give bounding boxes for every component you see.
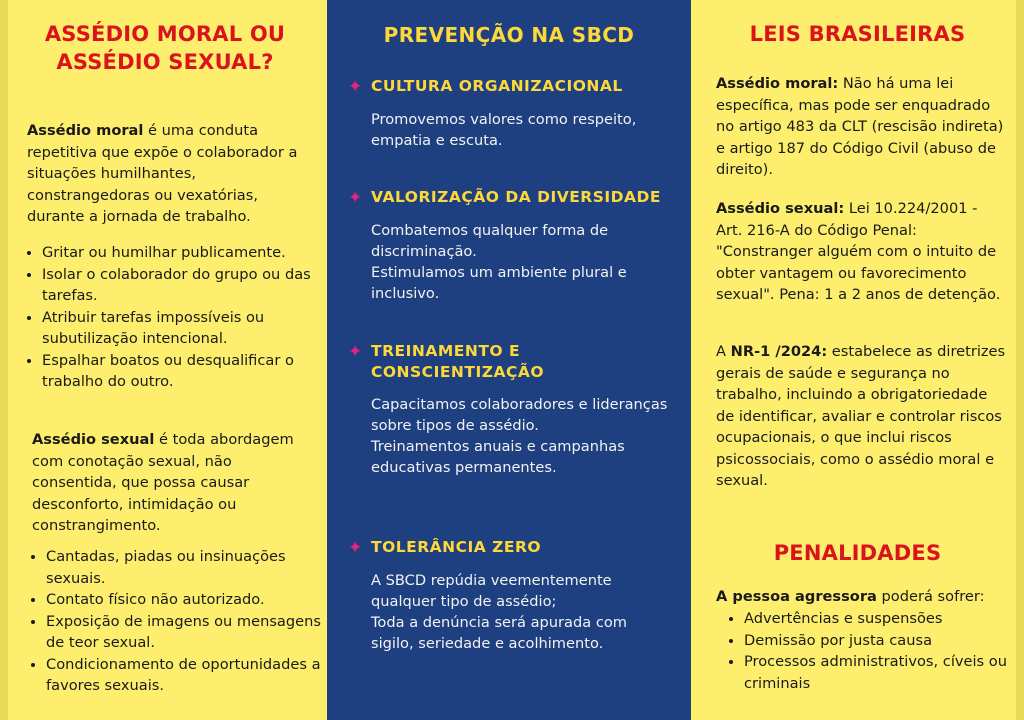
- right-panel-title: LEIS BRASILEIRAS: [749, 22, 966, 46]
- law-moral-harassment: [716, 73, 1008, 181]
- law-nr1-text: estabelece as diretrizes gerais de saúde e segurança no trabalho, incluindo a obrigatoriedade de identificar, avaliar e controlar riscos ocupacionais, o que inclui riscos psicossociais, como o assédio moral e sexual.: [716, 343, 1006, 489]
- middle-panel-title: PREVENÇÃO NA SBCD: [383, 23, 635, 47]
- sexual-harassment-definition: [32, 429, 317, 537]
- list-item: • Espalhar boatos ou desqualificar o trabalho do outro.: [42, 350, 332, 393]
- prevention-item-title: TREINAMENTO E CONSCIENTIZAÇÃO: [371, 342, 545, 381]
- list-item: • Isolar o colaborador do grupo ou das tarefas.: [42, 264, 332, 307]
- list-item: • Processos administrativos, cíveis ou criminais: [744, 651, 1024, 694]
- prevention-item-zero-tolerance: [348, 537, 671, 654]
- law-nr1-prefix: A: [716, 343, 731, 360]
- moral-harassment-examples: [22, 242, 332, 393]
- prevention-item-text: Capacitamos colaboradores e lideranças sobre tipos de assédio. Treinamentos anuais e campanhas educativas permanentes.: [371, 396, 668, 476]
- left-panel: [0, 0, 327, 720]
- sparkle-icon: ✦: [348, 77, 363, 97]
- law-nr1: [716, 341, 1008, 492]
- prevention-item-text: Combatemos qualquer forma de discriminação. Estimulamos um ambiente plural e inclusivo.: [371, 221, 627, 302]
- sexual-harassment-term: Assédio sexual: [32, 431, 155, 448]
- list-item: • Atribuir tarefas impossíveis ou subutilização intencional.: [42, 307, 332, 350]
- penalties-text: poderá sofrer:: [876, 588, 985, 605]
- law-sexual-harassment: [716, 198, 1008, 306]
- sparkle-icon: ✦: [348, 342, 363, 362]
- prevention-item-training: [348, 341, 671, 478]
- law-sexual-term: Assédio sexual:: [716, 200, 845, 217]
- moral-harassment-term: Assédio moral: [27, 122, 144, 139]
- prevention-item-text: Promovemos valores como respeito, empatia e escuta.: [371, 110, 637, 149]
- right-panel: [691, 0, 1024, 720]
- list-item: • Condicionamento de oportunidades a favores sexuais.: [46, 654, 338, 697]
- law-sexual-text: Lei 10.224/2001 - Art. 216-A do Código Penal: "Constranger alguém com o intuito de obter vantagem ou favorecimento sexual". Pena: 1 a 2 anos de detenção.: [716, 200, 1001, 303]
- prevention-item-title: VALORIZAÇÃO DA DIVERSIDADE: [371, 188, 661, 206]
- penalties-list: [724, 608, 1024, 694]
- sparkle-icon: ✦: [348, 188, 363, 208]
- list-item: • Cantadas, piadas ou insinuações sexuais.: [46, 546, 338, 589]
- list-item: • Exposição de imagens ou mensagens de teor sexual.: [46, 611, 338, 654]
- law-moral-term: Assédio moral:: [716, 75, 839, 92]
- list-item: • Gritar ou humilhar publicamente.: [42, 242, 332, 264]
- sexual-harassment-examples: [26, 546, 338, 697]
- prevention-item-diversity: [348, 187, 671, 304]
- list-item: • Contato físico não autorizado.: [46, 589, 338, 611]
- list-item: • Demissão por justa causa: [744, 630, 1024, 652]
- panel-edge-shade: [0, 0, 8, 720]
- prevention-item-text: A SBCD repúdia veementemente qualquer tipo de assédio; Toda a denúncia será apurada com sigilo, seriedade e acolhimento.: [371, 571, 628, 652]
- prevention-item-title: CULTURA ORGANIZACIONAL: [371, 77, 623, 95]
- penalties-intro: [716, 586, 1016, 608]
- list-item: • Advertências e suspensões: [744, 608, 1024, 630]
- penalties-title: PENALIDADES: [773, 541, 942, 565]
- sparkle-icon: ✦: [348, 538, 363, 558]
- moral-harassment-definition: [27, 120, 319, 228]
- law-nr1-term: NR-1 /2024:: [730, 343, 828, 360]
- prevention-item-title: TOLERÂNCIA ZERO: [371, 538, 542, 556]
- moral-harassment-text: é uma conduta repetitiva que expõe o colaborador a situações humilhantes, constrangedoras ou vexatórias, durante a jornada de trabalho.: [27, 122, 298, 225]
- left-panel-title: ASSÉDIO MORAL OU ASSÉDIO SEXUAL?: [44, 22, 286, 74]
- middle-panel: [327, 0, 691, 720]
- penalties-term: A pessoa agressora: [716, 588, 877, 605]
- prevention-item-culture: [348, 76, 671, 151]
- law-moral-text: Não há uma lei específica, mas pode ser enquadrado no artigo 483 da CLT (rescisão indireta) e artigo 187 do Código Civil (abuso de direito).: [716, 75, 1004, 178]
- sexual-harassment-text: é toda abordagem com conotação sexual, não consentida, que possa causar desconforto, intimidação ou constrangimento.: [32, 431, 294, 534]
